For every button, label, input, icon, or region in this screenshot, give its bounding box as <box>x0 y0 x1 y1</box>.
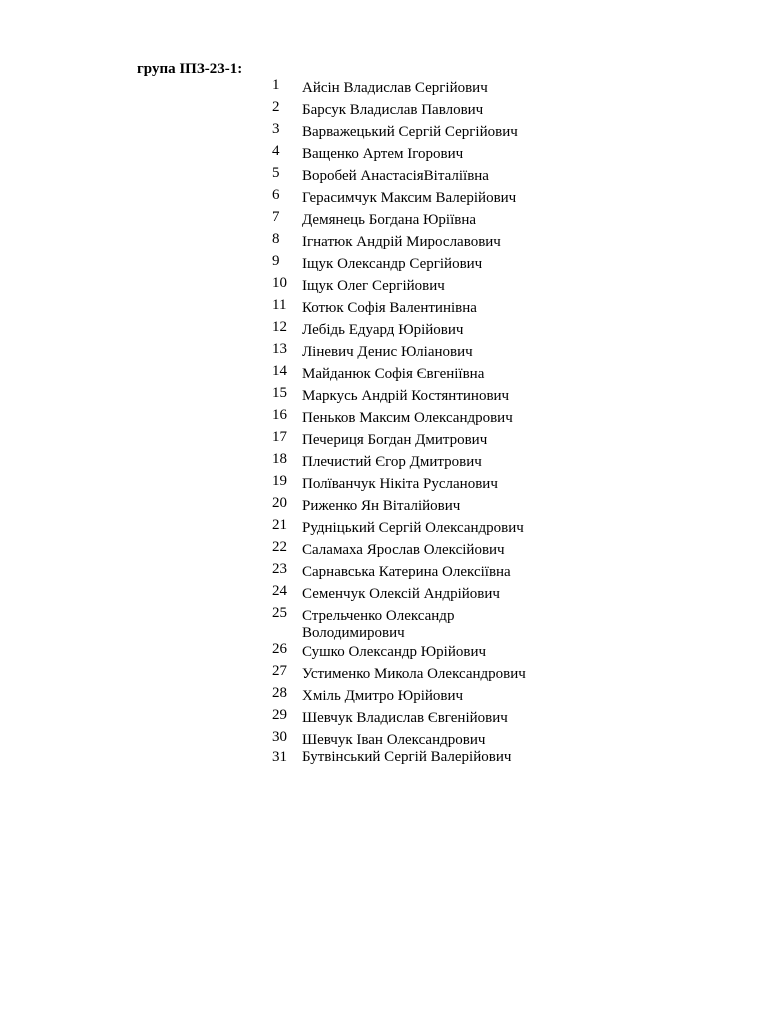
list-item <box>266 707 566 729</box>
row-number: 14 <box>272 363 287 379</box>
list-item <box>266 209 566 231</box>
student-name: Воробей АнастасіяВіталіївна <box>302 168 489 184</box>
student-name: Сушко Олександр Юрійович <box>302 644 487 660</box>
student-name: Пеньков Максим Олександрович <box>302 410 513 426</box>
row-number: 28 <box>272 685 287 701</box>
list-item <box>266 341 566 363</box>
row-number: 1 <box>272 77 280 93</box>
list-item <box>266 495 566 517</box>
student-name: Ващенко Артем Ігорович <box>302 146 464 162</box>
student-name: Стрельченко Олександр Володимирович <box>302 608 455 641</box>
student-name: Ліневич Денис Юліанович <box>302 344 473 360</box>
row-number: 7 <box>272 209 280 225</box>
list-item <box>266 429 566 451</box>
row-number: 30 <box>272 729 287 745</box>
student-name: Лебідь Едуард Юрійович <box>302 322 464 338</box>
list-item <box>266 583 566 605</box>
student-name: Саламаха Ярослав Олексійович <box>302 542 505 558</box>
row-number: 25 <box>272 605 287 621</box>
row-number: 24 <box>272 583 287 599</box>
list-item <box>266 319 566 341</box>
student-name: Айсін Владислав Сергійович <box>302 80 488 96</box>
student-name: Котюк Софія Валентинівна <box>302 300 477 316</box>
list-item <box>266 407 566 429</box>
row-number: 15 <box>272 385 287 401</box>
list-item <box>266 385 566 407</box>
student-list <box>266 77 566 771</box>
row-number: 16 <box>272 407 287 423</box>
list-item <box>266 561 566 583</box>
list-item <box>266 165 566 187</box>
student-name: Іщук Олег Сергійович <box>302 278 445 294</box>
row-number: 26 <box>272 641 287 657</box>
row-number: 10 <box>272 275 287 291</box>
list-item <box>266 275 566 297</box>
list-item <box>266 517 566 539</box>
row-number: 4 <box>272 143 280 159</box>
student-name: Демянець Богдана Юріївна <box>302 212 477 228</box>
list-item <box>266 605 566 641</box>
list-item <box>266 685 566 707</box>
student-name: Варважецький Сергій Сергійович <box>302 124 518 140</box>
student-name: Риженко Ян Віталійович <box>302 498 461 514</box>
student-name: Майданюк Софія Євгеніївна <box>302 366 485 382</box>
row-number: 6 <box>272 187 280 203</box>
row-number: 5 <box>272 165 280 181</box>
list-item <box>266 231 566 253</box>
row-number: 20 <box>272 495 287 511</box>
student-name: Барсук Владислав Павлович <box>302 102 484 118</box>
list-item <box>266 663 566 685</box>
row-number: 8 <box>272 231 280 247</box>
list-item <box>266 253 566 275</box>
student-name: Шевчук Владислав Євгенійович <box>302 710 508 726</box>
row-number: 22 <box>272 539 287 555</box>
student-name: Бутвінський Сергій Валерійович <box>302 749 512 765</box>
row-number: 9 <box>272 253 280 269</box>
student-name: Шевчук Іван Олександрович <box>302 732 486 748</box>
student-name: Маркусь Андрій Костянтинович <box>302 388 510 404</box>
list-item <box>266 539 566 561</box>
list-item <box>266 99 566 121</box>
row-number: 2 <box>272 99 280 115</box>
list-item <box>266 473 566 495</box>
list-item <box>266 729 566 749</box>
row-number: 12 <box>272 319 287 335</box>
row-number: 18 <box>272 451 287 467</box>
row-number: 21 <box>272 517 287 533</box>
list-item <box>266 641 566 663</box>
list-item <box>266 143 566 165</box>
student-name: Іщук Олександр Сергійович <box>302 256 483 272</box>
student-name: Герасимчук Максим Валерійович <box>302 190 517 206</box>
row-number: 31 <box>272 749 287 765</box>
list-item <box>266 187 566 209</box>
row-number: 13 <box>272 341 287 357</box>
list-item <box>266 297 566 319</box>
list-item <box>266 451 566 473</box>
list-item <box>266 77 566 99</box>
student-name: Печериця Богдан Дмитрович <box>302 432 488 448</box>
row-number: 19 <box>272 473 287 489</box>
row-number: 17 <box>272 429 287 445</box>
student-name: Ігнатюк Андрій Мирославович <box>302 234 501 250</box>
list-item <box>266 749 566 771</box>
row-number: 11 <box>272 297 287 313</box>
group-title: група ІПЗ-23-1: <box>137 61 243 77</box>
row-number: 3 <box>272 121 280 137</box>
student-name: Семенчук Олексій Андрійович <box>302 586 500 602</box>
student-name: Устименко Микола Олександрович <box>302 666 526 682</box>
student-name: Сарнавська Катерина Олексіївна <box>302 564 511 580</box>
student-name: Рудніцький Сергій Олександрович <box>302 520 524 536</box>
row-number: 29 <box>272 707 287 723</box>
student-name: Полїванчук Нікіта Русланович <box>302 476 498 492</box>
row-number: 23 <box>272 561 287 577</box>
student-name: Плечистий Єгор Дмитрович <box>302 454 482 470</box>
row-number: 27 <box>272 663 287 679</box>
list-item <box>266 121 566 143</box>
list-item <box>266 363 566 385</box>
student-name: Хміль Дмитро Юрійович <box>302 688 464 704</box>
